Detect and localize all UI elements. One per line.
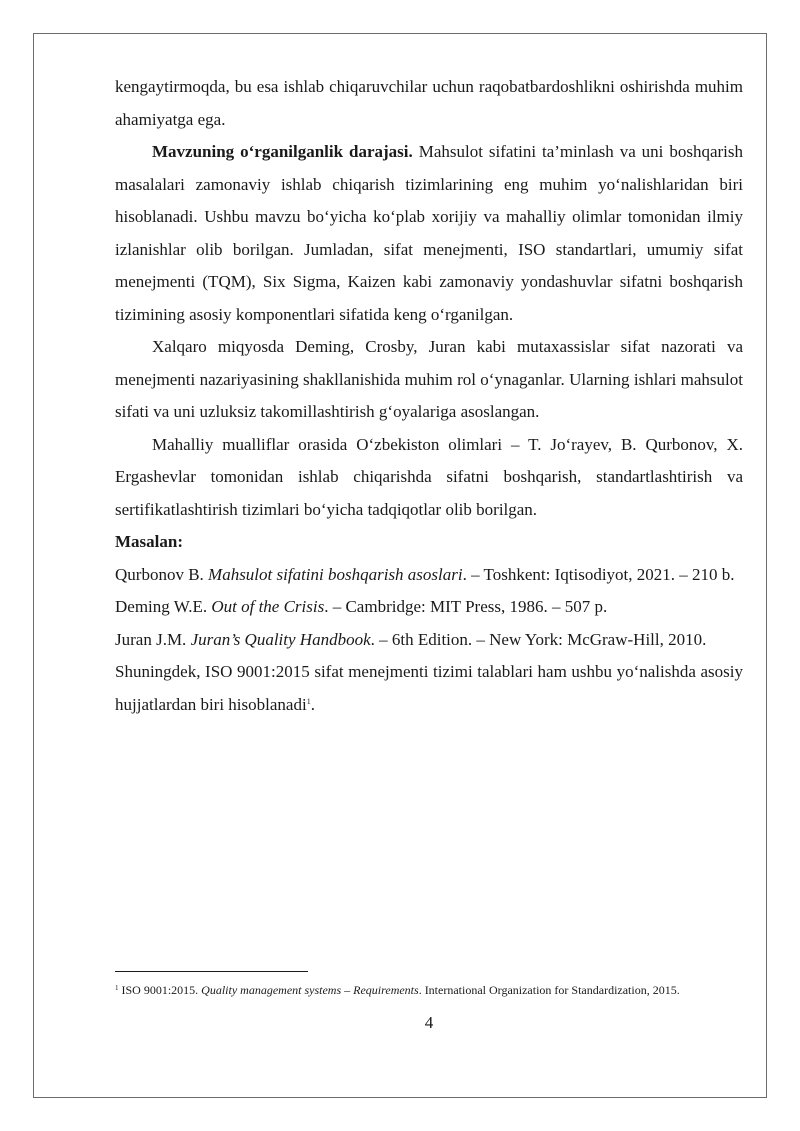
paragraph-international: Xalqaro miqyosda Deming, Crosby, Juran kabi mutaxassislar sifat nazorati va menejmenti nazariyasining shakllanishida muhim rol o‘ynaganlar. Ularning ishlari mahsulot sifati va uni uzluksiz takomillashtirish g‘oyalariga asoslangan. [115, 337, 743, 421]
footnote-marker: 1 [115, 984, 119, 992]
reference-item [115, 591, 743, 624]
paragraph-iso-note [115, 656, 743, 721]
reference-title: Mahsulot sifatini boshqarish asoslari [208, 564, 463, 584]
footnote-publisher: . International Organization for Standardization, 2015. [418, 983, 680, 997]
reference-author: Qurbonov B. [115, 564, 209, 584]
reference-author: Deming W.E. [115, 597, 212, 616]
reference-item [115, 624, 743, 657]
paragraph-intro-continuation: kengaytirmoqda, bu esa ishlab chiqaruvchilar uchun raqobatbardoshlikni oshirishda muhim ahamiyatga ega. [115, 77, 743, 129]
footnote-source: ISO 9001:2015. [118, 983, 202, 997]
reference-title: Out of the Crisis [211, 597, 325, 616]
body-text [115, 71, 743, 721]
footnote-title: Quality management systems – Requirements [201, 983, 419, 997]
iso-note-end: . [310, 694, 315, 714]
reference-title: Juran’s Quality Handbook [190, 629, 371, 649]
paragraph-local-authors: Mahalliy mualliflar orasida O‘zbekiston olimlari – T. Jo‘rayev, B. Qurbonov, X. Ergashevlar tomonidan ishlab chiqarishda sifatni boshqarish, standartlashtirish va sertifikatlashtirish tizimlari bo‘yicha tadqiqotlar olib borilgan. [115, 434, 743, 519]
examples-heading: Masalan: [115, 532, 183, 551]
paragraph-study-level [115, 136, 743, 331]
iso-note-text: Shuningdek, ISO 9001:2015 sifat menejmenti tizimi talablari ham ushbu yo‘nalishda asosiy hujjatlardan biri hisoblanadi [115, 662, 743, 714]
footnote-reference[interactable]: 1 [306, 696, 311, 706]
reference-author: Juran J.M. [115, 629, 191, 649]
paragraph-study-level-text: Mahsulot sifatini ta’minlash va uni boshqarish masalalari zamonaviy ishlab chiqarish tizimlarining eng muhim yo‘nalishlaridan biri hisoblanadi. Ushbu mavzu bo‘yicha ko‘plab xorijiy va mahalliy olimlar tomonidan ilmiy izlanishlar olib borilgan. Jumladan, sifat menejmenti, ISO standartlari, umumiy sifat menejmenti (TQM), Six Sigma, Kaizen kabi zamonaviy yondashuvlar sifatni boshqarish tizimining asosiy komponentlari sifatida keng o‘rganilgan. [115, 142, 743, 324]
footnote-separator [115, 971, 308, 972]
reference-details: . – Toshkent: Iqtisodiyot, 2021. – 210 b. [462, 564, 735, 584]
reference-details: . – Cambridge: MIT Press, 1986. – 507 p. [324, 597, 608, 616]
reference-details: . – 6th Edition. – New York: McGraw-Hill, 2010. [370, 629, 707, 649]
section-heading: Mavzuning o‘rganilganlik darajasi. [152, 142, 413, 161]
footnote [115, 983, 743, 998]
page-number: 4 [424, 1013, 434, 1032]
reference-item [115, 559, 743, 592]
